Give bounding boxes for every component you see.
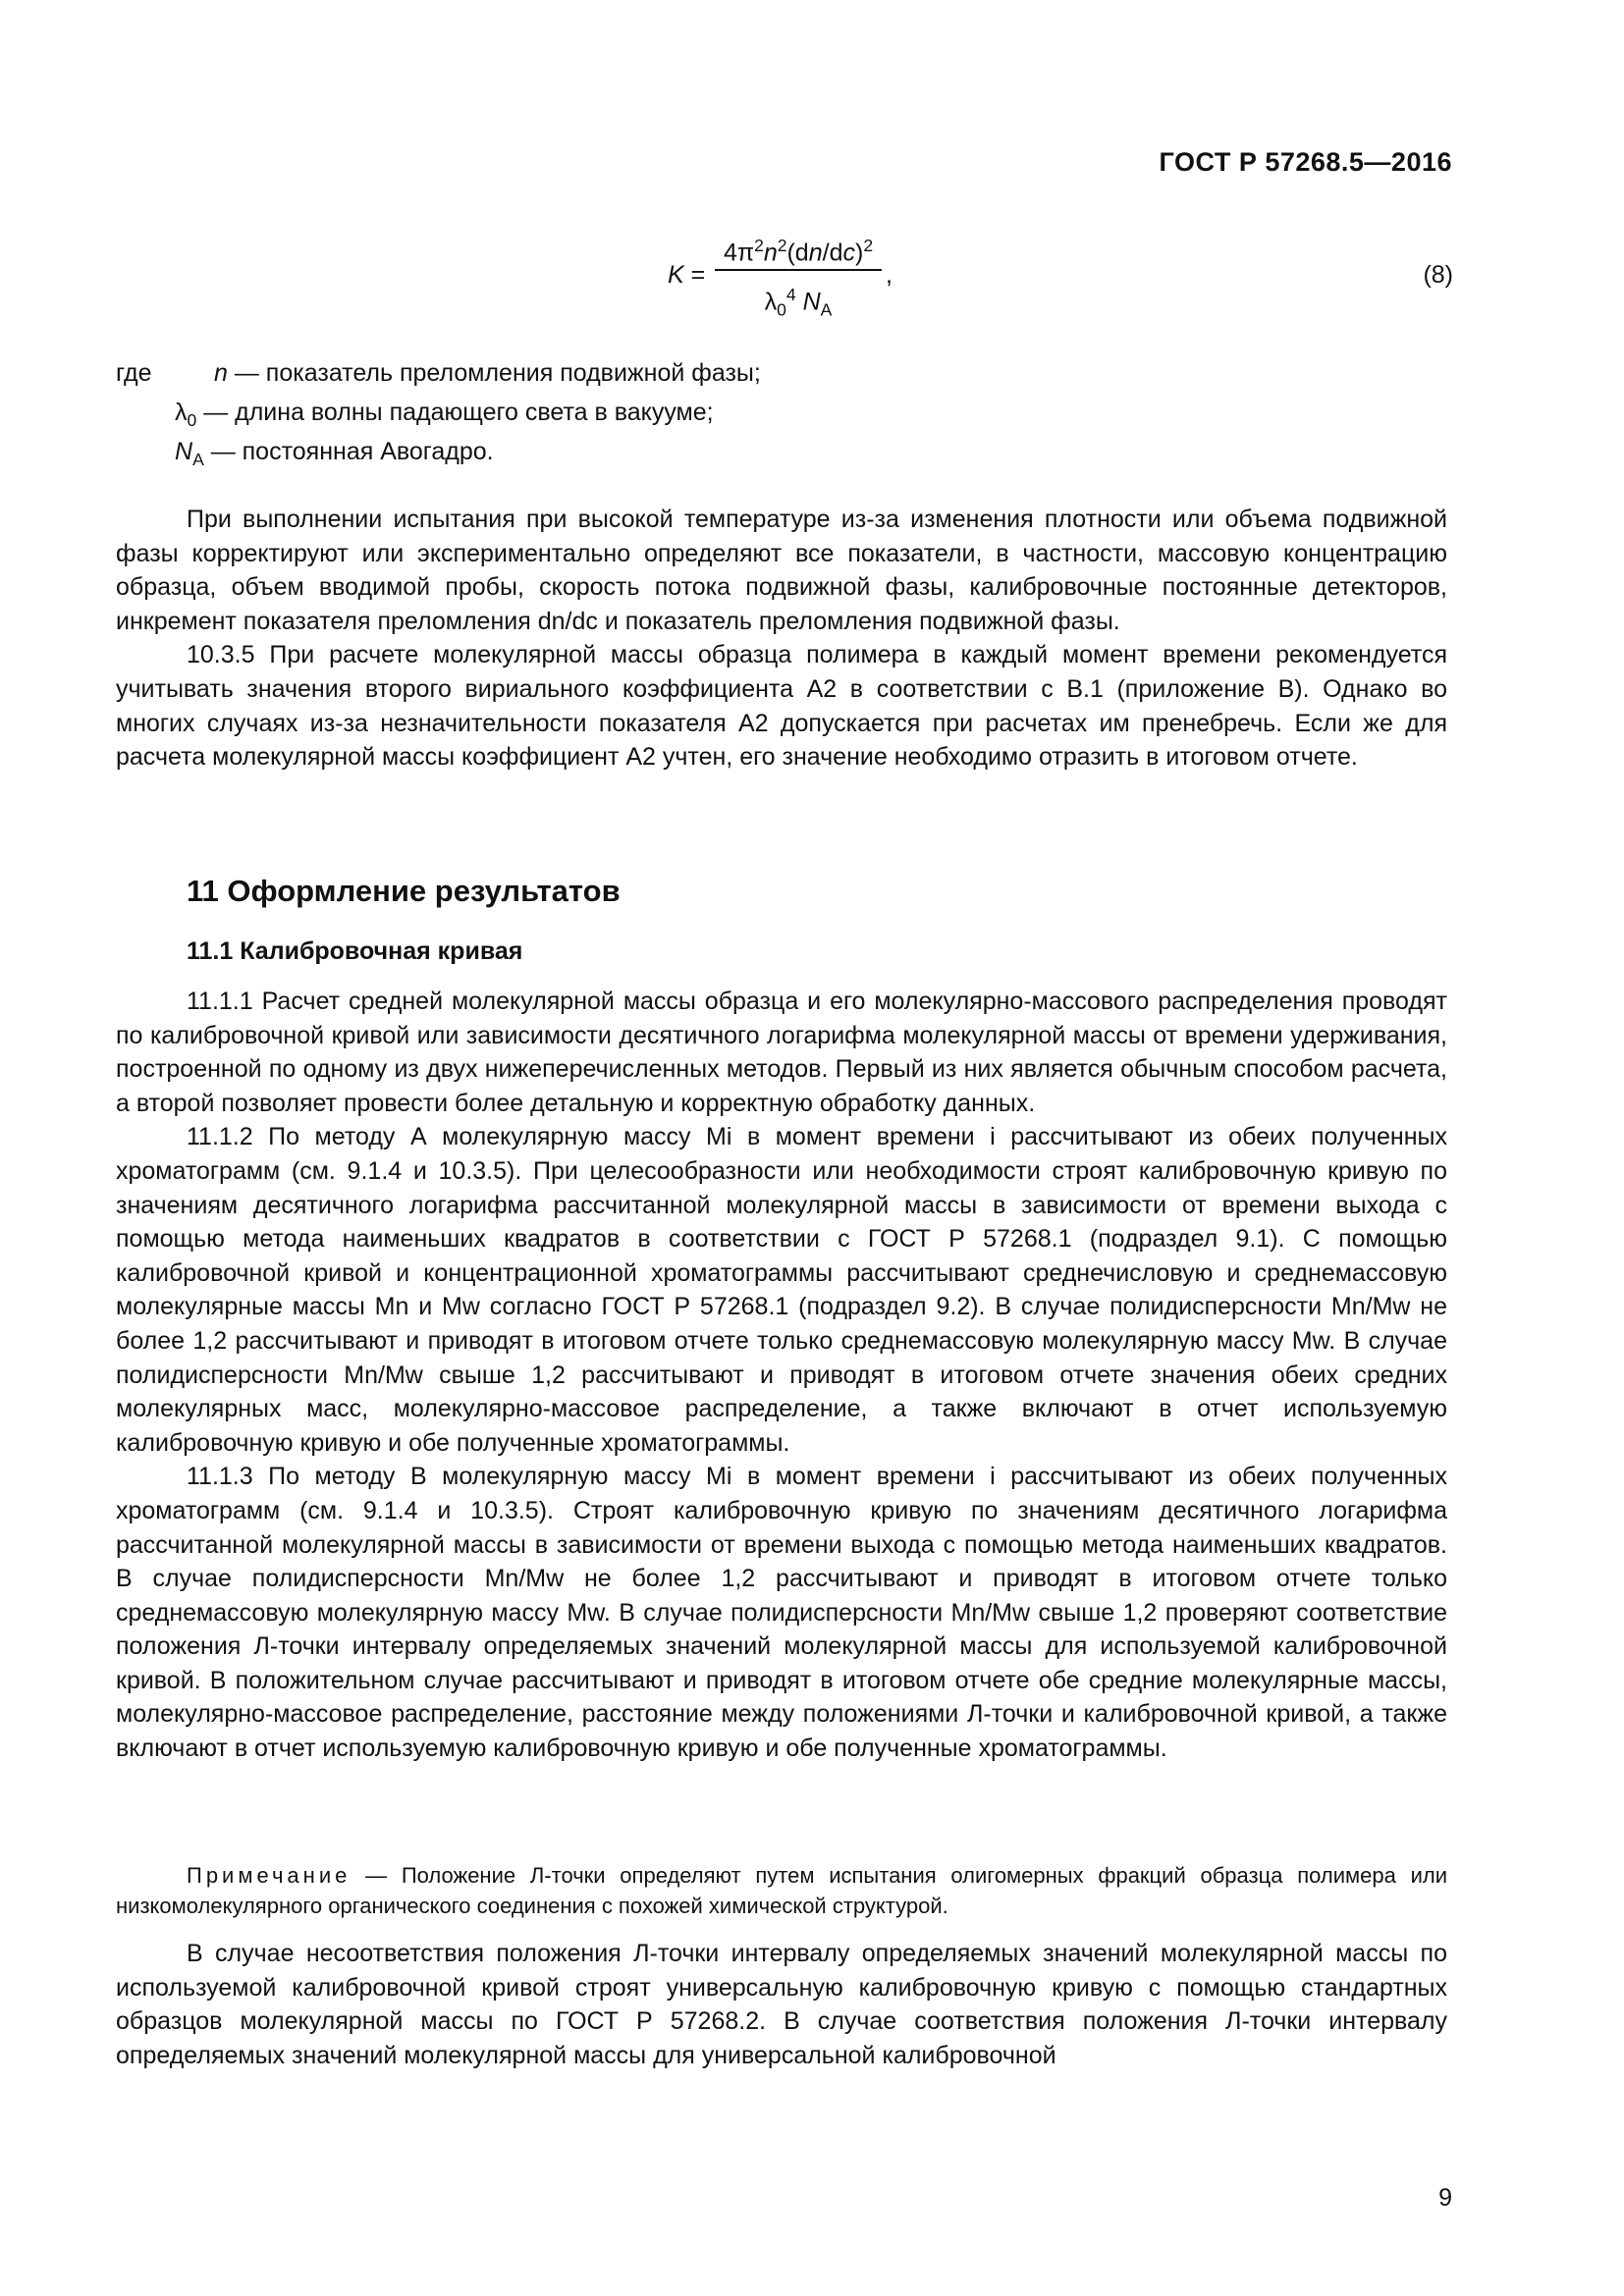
section-title: 11 Оформление результатов [187, 874, 621, 908]
paragraph-11-1-1: 11.1.1 Расчет средней молекулярной массы образца и его молекулярно-массового распределения проводят по калибровочной кривой или зависимости десятичного логарифма молекулярной массы от времени удерживания, построенной по одному из двух нижеперечисленных методов. Первый из них является обычным способом расчета, а второй позволяет провести более детальную и корректную обработку данных. [116, 988, 1447, 1117]
subsection-title: 11.1 Калибровочная кривая [187, 937, 523, 965]
body-last [116, 1937, 1447, 2072]
body-main [116, 985, 1447, 1766]
fraction-bar [715, 269, 882, 271]
paragraph-11-1-2: 11.1.2 По методу А молекулярную массу Mi в момент времени i рассчитывают из обеих полученных хроматограмм (см. 9.1.4 и 10.3.5). При целесообразности или необходимости строят калибровочную кривую по значениям десятичного логарифма рассчитанной молекулярной массы в зависимости от времени выхода с помощью метода наименьших квадратов в соответствии с ГОСТ Р 57268.1 (подраздел 9.1). С помощью калибровочной кривой и концентрационной хроматограммы рассчитывают среднечисловую и среднемассовую молекулярные массы Mn и Mw согласно ГОСТ Р 57268.1 (подраздел 9.2). В случае полидисперсности Mn/Mw не более 1,2 рассчитывают и приводят в итоговом отчете только среднемассовую молекулярную массу Mw. В случае полидисперсности Mn/Mw свыше 1,2 рассчитывают и приводят в итоговом отчете значения обеих средних молекулярных масс, молекулярно-массовое распределение, а также включают в отчет используемую калибровочную кривую и обе полученные хроматограммы. [116, 1123, 1447, 1457]
formula-8 [628, 226, 1453, 324]
definition-na: $N_A$ — постоянная Авогадро. [175, 438, 494, 469]
where-label: где [116, 359, 152, 387]
formula-denominator: $\lambda_0^4$ $N_A$ [764, 285, 833, 320]
paragraph-universal-curve: В случае несоответствия положения Л-точки интервалу определяемых значений молекулярной массы по используемой калибровочной кривой строят универсальную калибровочную кривую с помощью стандартных образцов молекулярной массы по ГОСТ Р 57268.2. В случае соответствия положения Л-точки интервалу определяемых значений молекулярной массы для универсальной калибровочной [116, 1940, 1447, 2069]
paragraph-10-3-5: 10.3.5 При расчете молекулярной массы образца полимера в каждый момент времени рекомендуется учитывать значения второго вириального коэффициента A2 в соответствии с В.1 (приложение В). Однако во многих случаях из-за незначительности показателя A2 допускается при расчетах им пренебречь. Если же для расчета молекулярной массы коэффициент A2 учтен, его значение необходимо отразить в итоговом отчете. [116, 641, 1447, 772]
note-text: — Положение Л-точки определяют путем испытания олигомерных фракций образца полимера или низкомолекулярного органического соединения с похожей химической структурой. [116, 1863, 1447, 1918]
formula-comma: , [886, 261, 893, 289]
standard-code: ГОСТ Р 57268.5—2016 [1159, 147, 1452, 177]
paragraph-high-temperature: При выполнении испытания при высокой температуре из-за изменения плотности или объема подвижной фазы корректируют или экспериментально определяют все показатели, в частности, массовую концентрацию образца, объем вводимой пробы, скорость потока подвижной фазы, калибровочные постоянные детекторов, инкремент показателя преломления dn/dc и показатель преломления подвижной фазы. [116, 506, 1447, 635]
note [116, 1860, 1447, 1921]
formula-number: (8) [1423, 261, 1453, 289]
paragraph-11-1-3: 11.1.3 По методу В молекулярную массу Mi в момент времени i рассчитывают из обеих полученных хроматограмм (см. 9.1.4 и 10.3.5). Строят калибровочную кривую по значениям десятичного логарифма рассчитанной молекулярной массы в зависимости от времени выхода с помощью метода наименьших квадратов. В случае полидисперсности Mn/Mw не более 1,2 рассчитывают и приводят в итоговом отчете только среднемассовую молекулярную массу Mw. В случае полидисперсности Mn/Mw свыше 1,2 проверяют соответствие положения Л-точки интервалу определяемых значений молекулярной массы для используемой калибровочной кривой. В положительном случае рассчитывают и приводят в итоговом отчете обе средние молекулярные массы, молекулярно-массовое распределение, расстояние между положениями Л-точки и калибровочной кривой, а также включают в отчет используемую калибровочную кривую и обе полученные хроматограммы. [116, 1463, 1447, 1763]
page-number: 9 [1438, 2184, 1452, 2212]
formula-fraction [715, 226, 882, 320]
body-top [116, 503, 1447, 774]
definition-n: n — показатель преломления подвижной фазы; [214, 359, 761, 387]
definition-lambda0: $\lambda_0$ — длина волны падающего света в вакууме; [175, 399, 714, 430]
note-label: Примечание [187, 1863, 352, 1888]
formula-numerator: $4\pi^2n^2(dn/dc)^2$ [723, 236, 874, 267]
formula-lhs: K = [668, 261, 706, 289]
